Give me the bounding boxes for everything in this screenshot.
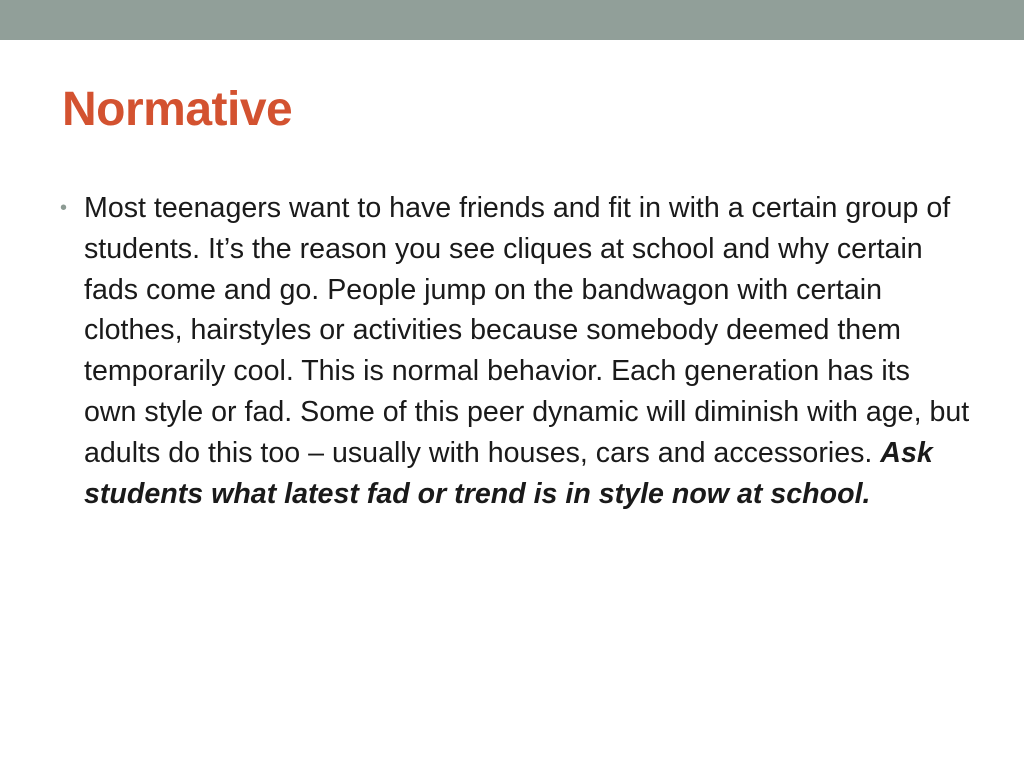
bullet-text: Most teenagers want to have friends and fit in with a certain group of students. It’s the reason you see cliques at school and why certain fads come and go. People jump on the bandwagon with certain clothes, hairstyles or activities because somebody deemed them temporarily cool. This is normal behavior. Each generation has its own style or fad. Some of this peer dynamic will diminish with age, but adults do this too – usually with houses, cars and accessories. — [84, 192, 970, 469]
bullet-list — [60, 188, 970, 514]
header-band — [0, 0, 1024, 40]
bullet-item — [60, 188, 970, 514]
slide-title: Normative — [62, 83, 293, 136]
bullet-emphasis-text: Ask students what latest fad or trend is in style now at school. — [84, 436, 933, 510]
bullet-icon: • — [60, 197, 68, 219]
